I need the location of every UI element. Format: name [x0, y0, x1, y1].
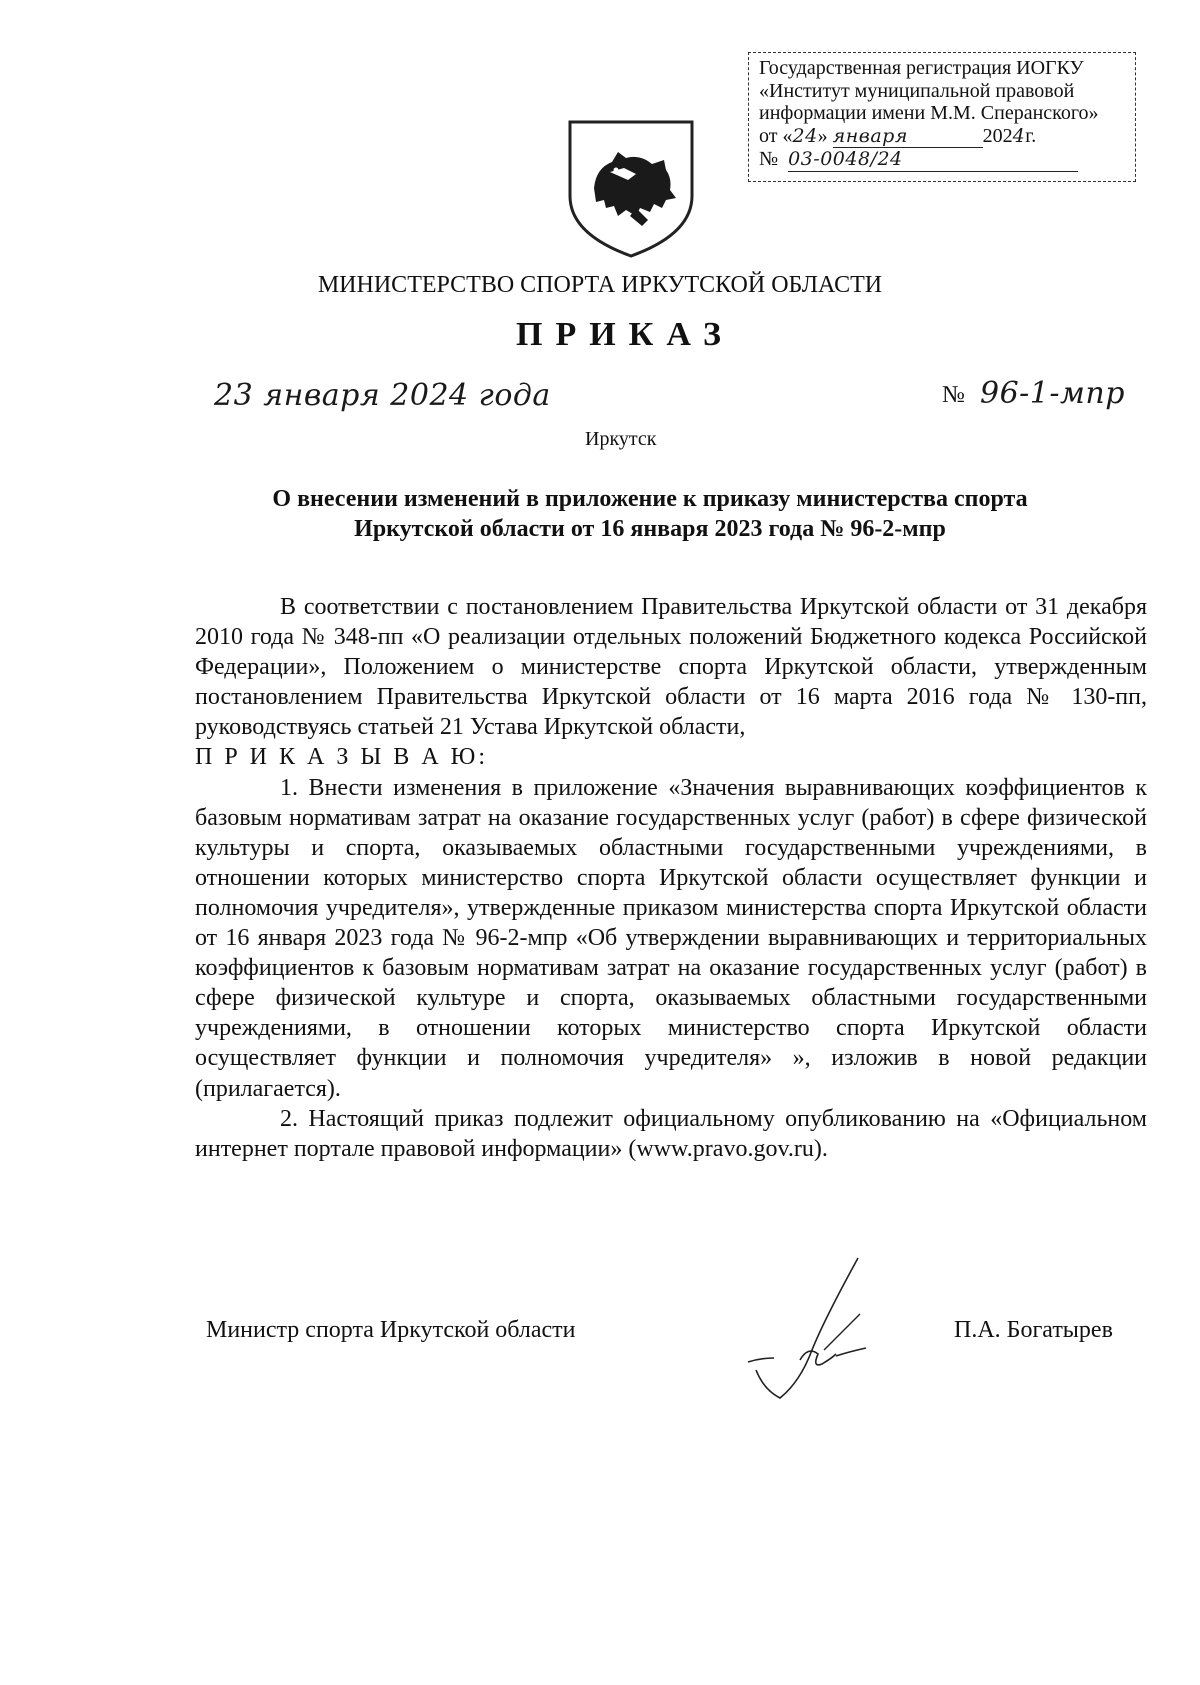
irkutsk-coat-of-arms-icon [566, 116, 696, 261]
registration-stamp [748, 52, 1136, 182]
stamp-date-line: от «24» января 2024г. [759, 124, 1037, 147]
order-date-handwritten [214, 378, 551, 413]
order-number-handwritten: 96-1-мпр [980, 376, 1125, 411]
stamp-year-suffix: г. [1025, 124, 1037, 147]
stamp-from-label: от « [759, 124, 793, 147]
order-number-label: № [942, 382, 965, 408]
stamp-month-handwritten: января [833, 125, 983, 149]
city-name: Иркутск [585, 428, 657, 450]
stamp-line-1: Государственная регистрация ИОГКУ [759, 57, 1084, 79]
preamble-paragraph: В соответствии с постановлением Правительства Иркутской области от 31 декабря 2010 года № 348-пп «О реализации отдельных положений Бюджетного кодекса Российской Федерации», Положением о министерстве спорта Иркутской области, утвержденным постановлением Правительства Иркутской области от 16 марта 2016 года № 130-пп, руководствуясь статьей 21 Устава Иркутской области, [195, 594, 1147, 741]
stamp-line-2: «Институт муниципальной правовой [759, 79, 1075, 102]
stamp-reg-number-handwritten: 03-0048/24 [788, 148, 1078, 172]
stamp-number-label: № [759, 148, 779, 170]
document-title [150, 484, 1150, 544]
handwritten-signature [740, 1250, 940, 1420]
stamp-year-prefix: 202 [982, 124, 1013, 147]
stamp-line-3: информации имени М.М. Сперанского» [759, 102, 1099, 124]
document-type: ПРИКАЗ [516, 316, 734, 353]
stamp-number-line [759, 148, 1127, 172]
title-line-1: О внесении изменений в приложение к приказу министерства спорта [272, 486, 1028, 512]
document-body [195, 592, 1147, 1164]
stamp-day-handwritten: 24 [792, 124, 818, 147]
order-date-text: 23 января 2024 года [214, 378, 551, 413]
signer-position: Министр спорта Иркутской области [206, 1317, 576, 1343]
order-word: П Р И К А З Ы В А Ю: [195, 744, 488, 771]
item-1-paragraph: 1. Внести изменения в приложение «Значения выравнивающих коэффициентов к базовым нормативам затрат на оказание государственных услуг (работ) в сфере физической культуры и спорта, оказываемых областными государственными учреждениями, в отношении которых министерство спорта Иркутской области осуществляет функции и полномочия учредителя», утвержденные приказом министерства спорта Иркутской области от 16 января 2023 года № 96-2-мпр «Об утверждении выравнивающих и территориальных коэффициентов к базовым нормативам затрат на оказание государственных услуг (работ) в сфере физической культуре и спорта, оказываемых областными государственными учреждениями, в отношении которых министерство спорта Иркутской области осуществляет функции и полномочия учредителя» », изложив в новой редакции (прилагается). [195, 774, 1147, 1102]
title-line-2: Иркутской области от 16 января 2023 года № 96-2-мпр [354, 516, 946, 542]
item-2-paragraph: 2. Настоящий приказ подлежит официальному опубликованию на «Официальном интернет портале правовой информации» (www.pravo.gov.ru). [195, 1105, 1147, 1162]
signer-name: П.А. Богатырев [954, 1317, 1113, 1343]
stamp-year-handwritten: 4 [1012, 124, 1026, 147]
ministry-name: МИНИСТЕРСТВО СПОРТА ИРКУТСКОЙ ОБЛАСТИ [317, 272, 883, 298]
